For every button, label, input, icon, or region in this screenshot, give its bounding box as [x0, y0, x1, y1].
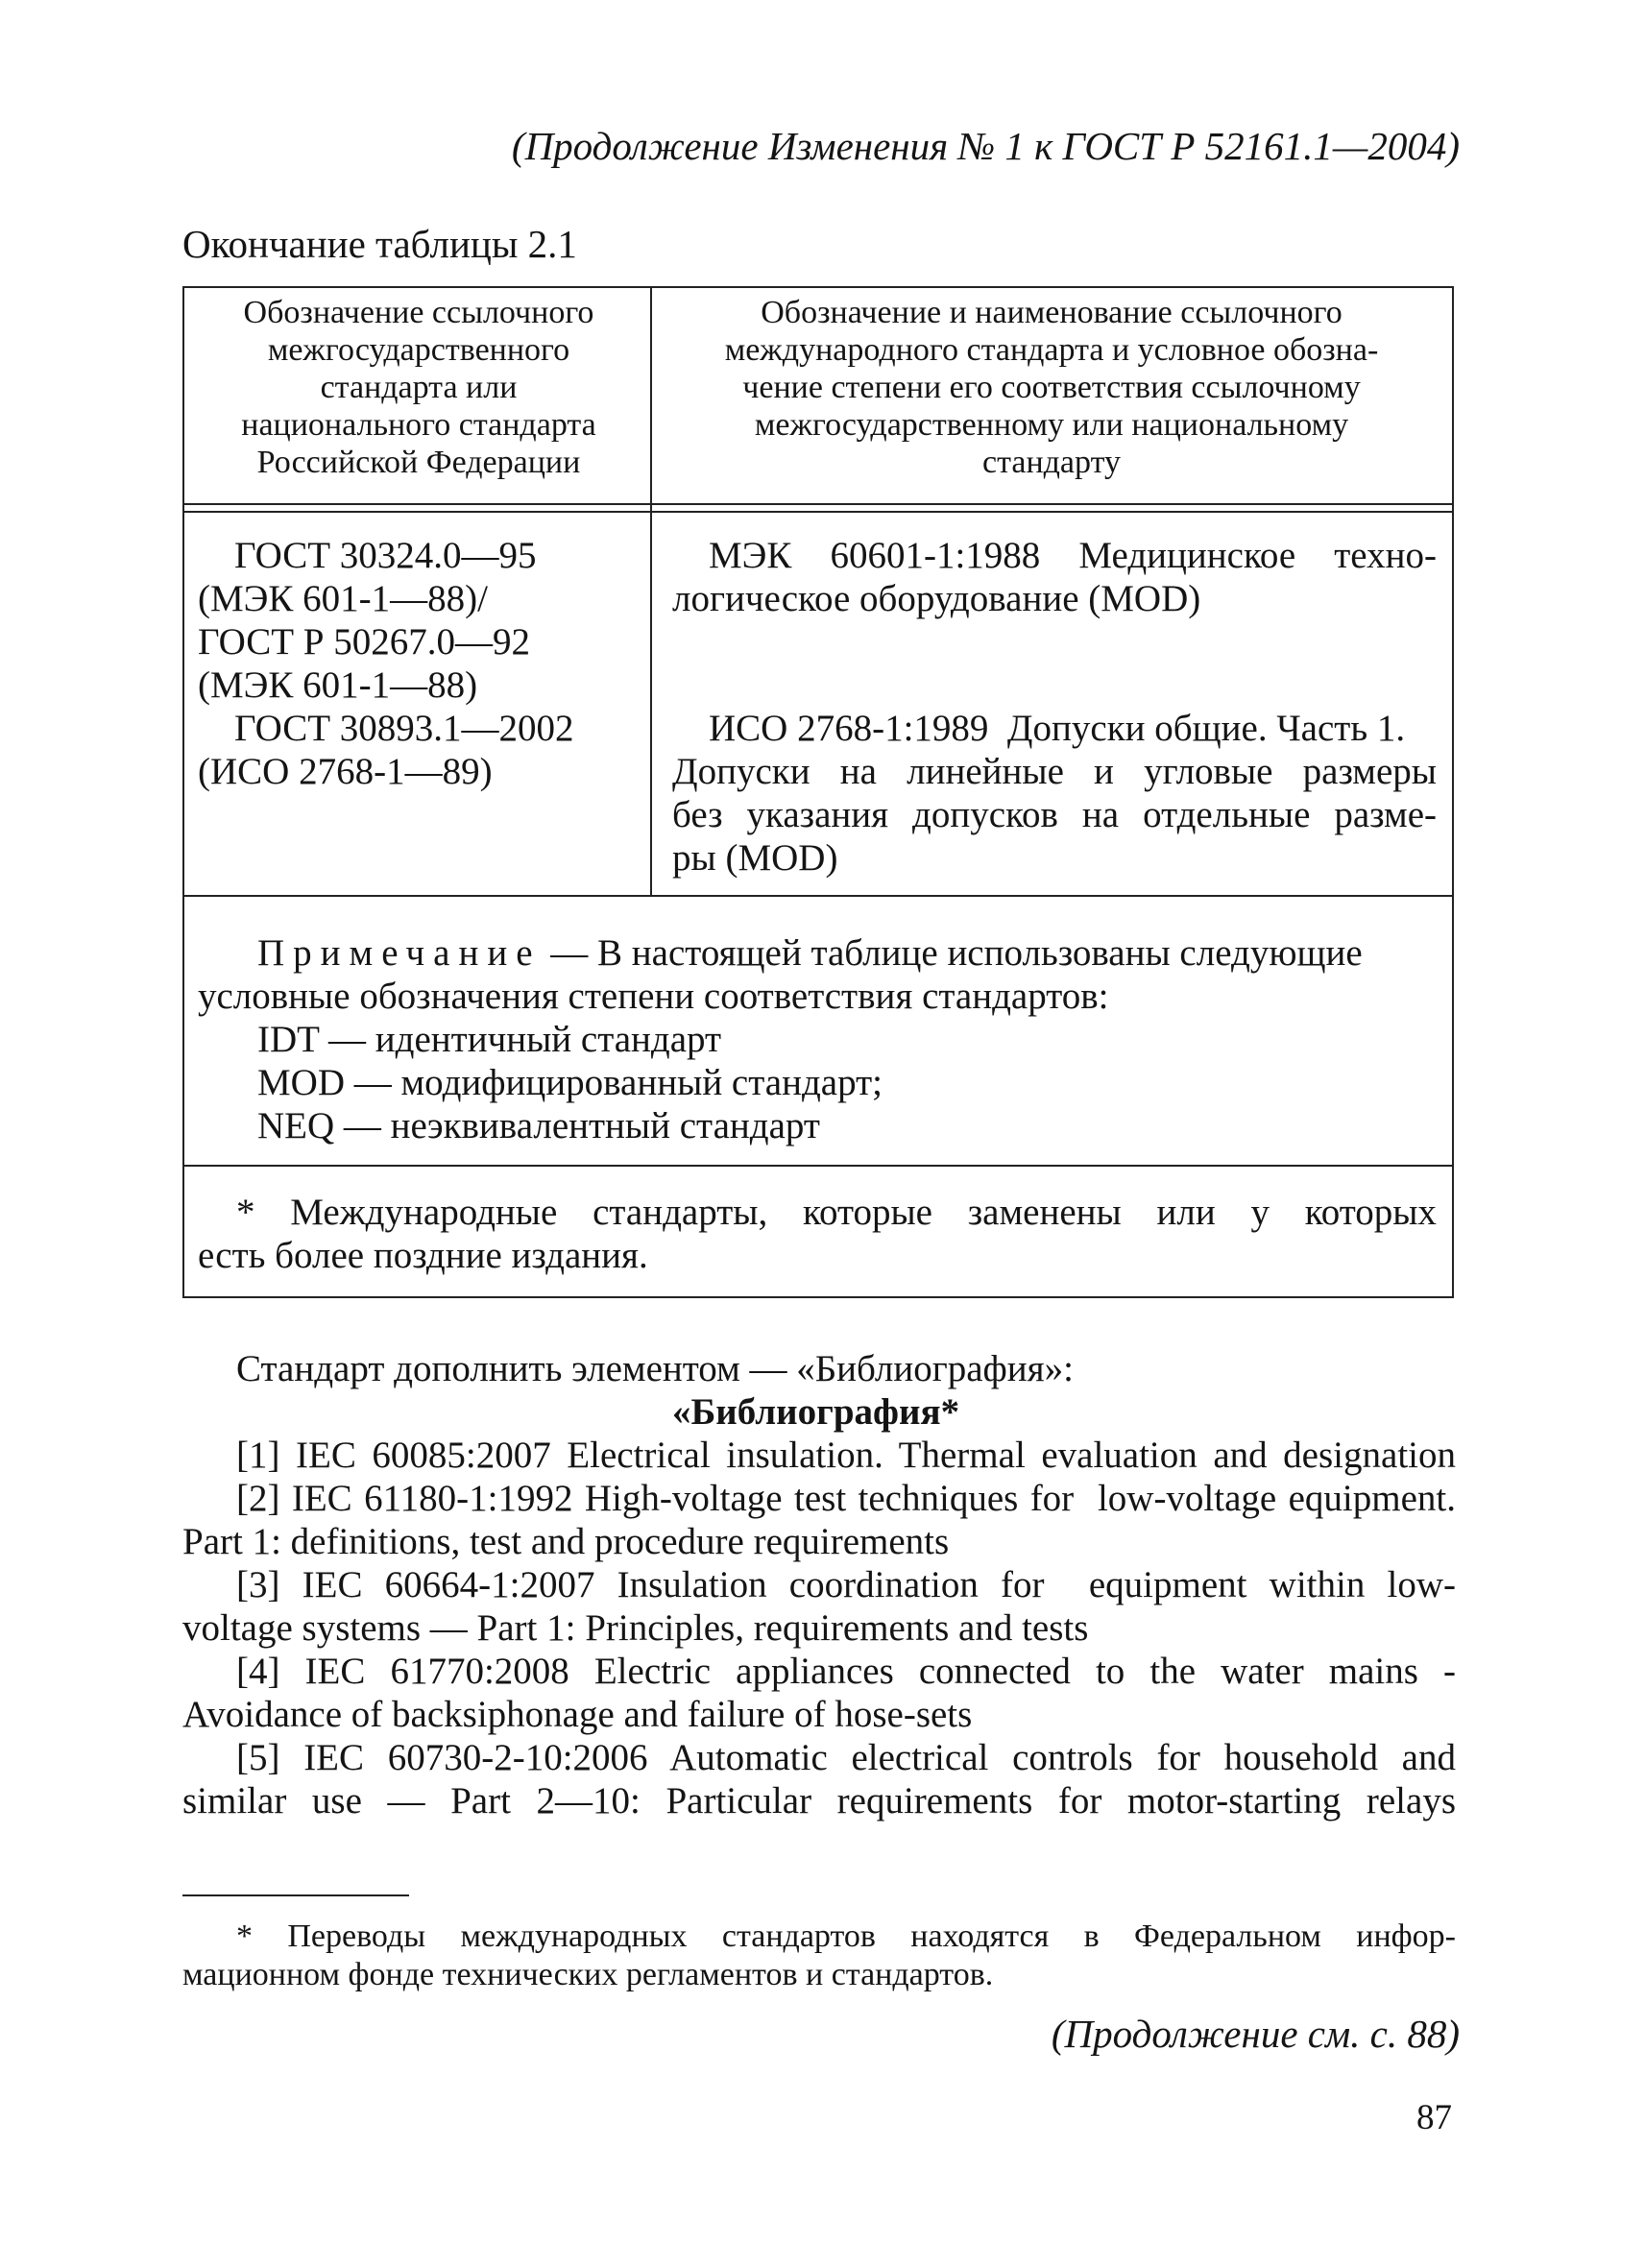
note-text-line: условные обозначения степени соответствия стандартов:: [198, 976, 1109, 1017]
standard-designation: (МЭК 601-1—88)/: [198, 578, 488, 619]
bibliography-entry: [1] IEC 60085:2007 Electrical insulation. Thermal evaluation and designation: [236, 1435, 1456, 1476]
table-header-col2: [663, 294, 1440, 481]
page-number: 87: [1416, 2098, 1452, 2137]
bibliography-entry-continuation: Part 1: definitions, test and procedure requirements: [182, 1521, 950, 1562]
international-standard-entry: [672, 793, 1437, 836]
entry-word: техно-: [1334, 535, 1437, 576]
standard-designation: ГОСТ Р 50267.0—92: [198, 621, 530, 663]
footnote-rule: [182, 1165, 1454, 1167]
entry-word: указания: [746, 794, 889, 835]
international-standard-entry-line: ры (MOD): [672, 837, 838, 879]
entry-word: и: [1094, 751, 1114, 792]
header-col2-line: Обозначение и наименование ссылочного: [761, 295, 1343, 330]
bibliography-entry-continuation: Avoidance of backsiphonage and failure of hose-sets: [182, 1694, 973, 1735]
body-intro: Стандарт дополнить элементом — «Библиография»:: [236, 1348, 1074, 1389]
page-footnote-line: * Переводы международных стандартов находятся в Федеральном инфор-: [236, 1918, 1456, 1954]
table-caption: Окончание таблицы 2.1: [182, 222, 577, 266]
header-col2-line: межгосударственному или национальному: [754, 407, 1349, 443]
footnote-separator: [182, 1894, 409, 1896]
entry-word: на: [839, 751, 877, 792]
table-header-col1: [197, 294, 641, 481]
table-footnote: [236, 1191, 1437, 1234]
footnote-word: которые: [803, 1192, 932, 1233]
entry-word: размеры: [1302, 751, 1437, 792]
bibliography-entry: [3] IEC 60664-1:2007 Insulation coordination for equipment within low-: [236, 1564, 1456, 1605]
footnote-word: Международные: [290, 1192, 558, 1233]
footnote-word: *: [236, 1192, 255, 1233]
header-col1-line: Обозначение ссылочного: [243, 295, 594, 330]
footnote-word: заменены: [967, 1192, 1122, 1233]
footnote-word: которых: [1304, 1192, 1437, 1233]
continuation-note: (Продолжение см. с. 88): [1051, 2012, 1460, 2056]
header-col1-line: Российской Федерации: [256, 445, 581, 480]
note-item: MOD — модифицированный стандарт;: [257, 1062, 883, 1103]
footnote-word: стандарты,: [593, 1192, 768, 1233]
header-col1-line: межгосударственного: [267, 332, 570, 368]
entry-word: 60601-1:1988: [830, 535, 1041, 576]
header-col2-line: чение степени его соответствия ссылочному: [742, 370, 1361, 405]
standard-designation: (ИСО 2768-1—89): [198, 751, 493, 792]
header-col2-line: стандарту: [981, 445, 1121, 480]
bibliography-entry: [2] IEC 61180-1:1992 High-voltage test techniques for low-voltage equipment.: [236, 1478, 1456, 1519]
entry-word: угловые: [1144, 751, 1273, 792]
note-item: IDT — идентичный стандарт: [257, 1019, 722, 1060]
header-rule-bottom: [182, 511, 1454, 513]
table-note: [257, 931, 1363, 975]
bibliography-entry: [5] IEC 60730-2-10:2006 Automatic electrical controls for household and: [236, 1737, 1456, 1778]
international-standard-entry-line: логическое оборудование (MOD): [672, 578, 1201, 619]
standard-designation: ГОСТ 30324.0—95: [234, 535, 537, 576]
entry-word: Медицинское: [1078, 535, 1296, 576]
international-standard-entry: [672, 750, 1437, 793]
note-text: — В настоящей таблице использованы следующие: [541, 932, 1363, 974]
header-col1-line: национального стандарта: [241, 407, 596, 443]
table-column-divider: [650, 286, 652, 897]
table-footnote-line: есть более поздние издания.: [198, 1235, 648, 1276]
footnote-word: или: [1156, 1192, 1216, 1233]
note-rule: [182, 895, 1454, 897]
standard-designation: ГОСТ 30893.1—2002: [234, 708, 574, 749]
bibliography-title: «Библиография*: [672, 1391, 960, 1433]
bibliography-entry-continuation: voltage systems — Part 1: Principles, requirements and tests: [182, 1607, 1089, 1649]
international-standard-entry-line: ИСО 2768-1:1989 Допуски общие. Часть 1.: [709, 708, 1406, 749]
entry-word: линейные: [907, 751, 1064, 792]
entry-word: на: [1081, 794, 1120, 835]
header-col1-line: стандарта или: [320, 370, 518, 405]
entry-word: отдельные: [1143, 794, 1311, 835]
standard-designation: (МЭК 601-1—88): [198, 664, 478, 706]
bibliography-entry: [4] IEC 61770:2008 Electric appliances connected to the water mains -: [236, 1651, 1456, 1692]
entry-word: допусков: [912, 794, 1058, 835]
entry-word: МЭК: [709, 535, 792, 576]
bibliography-entry-continuation: similar use — Part 2—10: Particular requirements for motor-starting relays: [182, 1780, 1456, 1822]
note-label: Примечание: [257, 932, 542, 974]
footnote-word: у: [1250, 1192, 1270, 1233]
international-standard-entry: [709, 534, 1437, 577]
header-rule-top: [182, 503, 1454, 505]
entry-word: без: [672, 794, 723, 835]
entry-word: Допуски: [672, 751, 810, 792]
entry-word: разме-: [1334, 794, 1437, 835]
note-item: NEQ — неэквивалентный стандарт: [257, 1105, 820, 1146]
header-col2-line: международного стандарта и условное обозна-: [724, 332, 1379, 368]
page-footnote-line: мационном фонде технических регламентов и стандартов.: [182, 1957, 994, 1992]
running-head: (Продолжение Изменения № 1 к ГОСТ Р 52161.1—2004): [511, 124, 1460, 168]
